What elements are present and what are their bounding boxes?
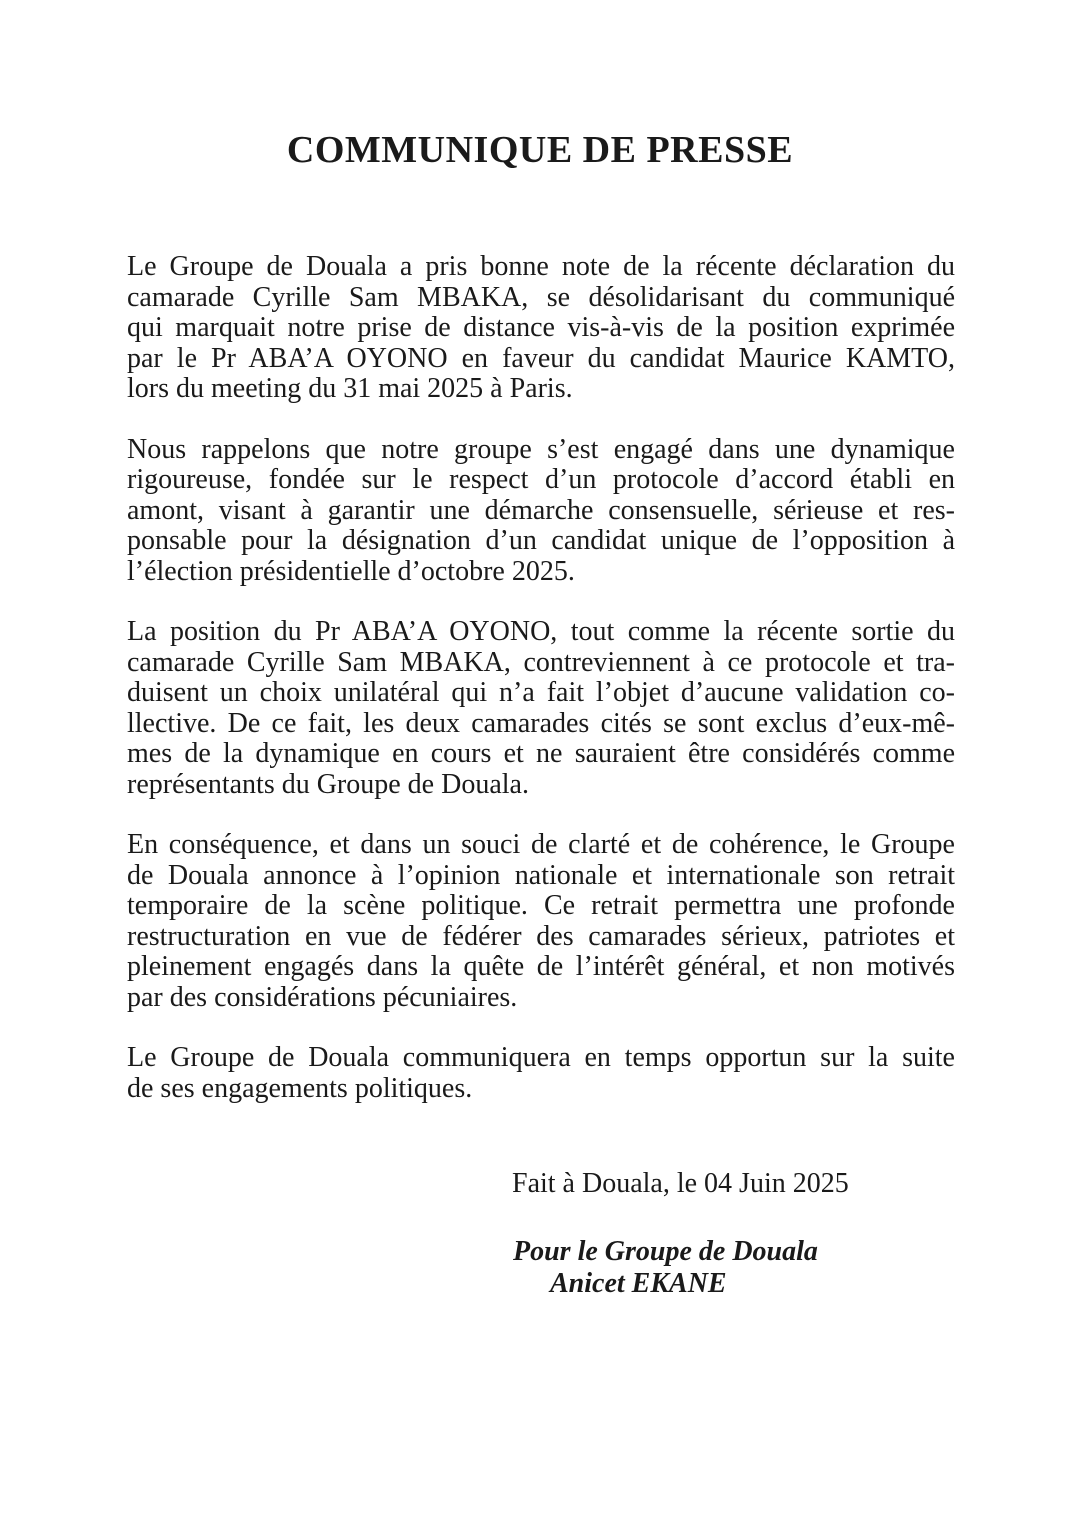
text-line: de Douala annonce à l’opinion nationale et internationale son retrait xyxy=(127,859,955,891)
paragraph-4 xyxy=(127,830,955,1013)
paragraph-2 xyxy=(127,435,955,588)
document-title: COMMUNIQUE DE PRESSE xyxy=(286,129,794,171)
text-line: Le Groupe de Douala a pris bonne note de la récente déclaration du xyxy=(127,251,955,282)
text-line: par des considérations pécuniaires. xyxy=(127,981,518,1013)
signature-organization: Pour le Groupe de Douala xyxy=(513,1236,818,1267)
text-line: rigoureuse, fondée sur le respect d’un protocole d’accord établi en xyxy=(127,464,955,495)
text-line: qui marquait notre prise de distance vis-à-vis de la position exprimée xyxy=(127,312,955,343)
document-body xyxy=(127,252,955,1134)
paragraph-1 xyxy=(127,252,955,405)
text-line: pleinement engagés dans la quête de l’intérêt général, et non motivés xyxy=(127,951,955,982)
text-line: restructuration en vue de fédérer des camarades sérieux, patriotes et xyxy=(127,920,955,952)
text-line: lors du meeting du 31 mai 2025 à Paris. xyxy=(127,373,573,404)
paragraph-3 xyxy=(127,617,955,800)
text-line: ponsable pour la désignation d’un candidat unique de l’opposition à xyxy=(127,525,955,556)
text-line: amont, visant à garantir une démarche consensuelle, sérieuse et res- xyxy=(127,494,955,526)
text-line: duisent un choix unilatéral qui n’a fait l’objet d’aucune validation co- xyxy=(127,677,955,708)
signatory-name: Anicet EKANE xyxy=(550,1268,727,1299)
text-line: représentants du Groupe de Douala. xyxy=(127,768,529,800)
text-line: l’élection présidentielle d’octobre 2025. xyxy=(127,555,575,587)
text-line: par le Pr ABA’A OYONO en faveur du candidat Maurice KAMTO, xyxy=(127,342,955,374)
text-line: de ses engagements politiques. xyxy=(127,1072,473,1104)
text-line: camarade Cyrille Sam MBAKA, contreviennent à ce protocole et tra- xyxy=(127,646,955,678)
text-line: llective. De ce fait, les deux camarades cités se sont exclus d’eux-mê- xyxy=(127,707,955,739)
place-and-date: Fait à Douala, le 04 Juin 2025 xyxy=(512,1168,849,1199)
text-line: En conséquence, et dans un souci de clarté et de cohérence, le Groupe xyxy=(127,829,955,860)
text-line: La position du Pr ABA’A OYONO, tout comme la récente sortie du xyxy=(127,616,955,647)
text-line: Le Groupe de Douala communiquera en temps opportun sur la suite xyxy=(127,1042,955,1073)
text-line: camarade Cyrille Sam MBAKA, se désolidarisant du communiqué xyxy=(127,281,955,313)
text-line: mes de la dynamique en cours et ne sauraient être considérés comme xyxy=(127,738,955,769)
text-line: Nous rappelons que notre groupe s’est engagé dans une dynamique xyxy=(127,433,955,465)
paragraph-5 xyxy=(127,1043,955,1104)
text-line: temporaire de la scène politique. Ce retrait permettra une profonde xyxy=(127,890,955,921)
